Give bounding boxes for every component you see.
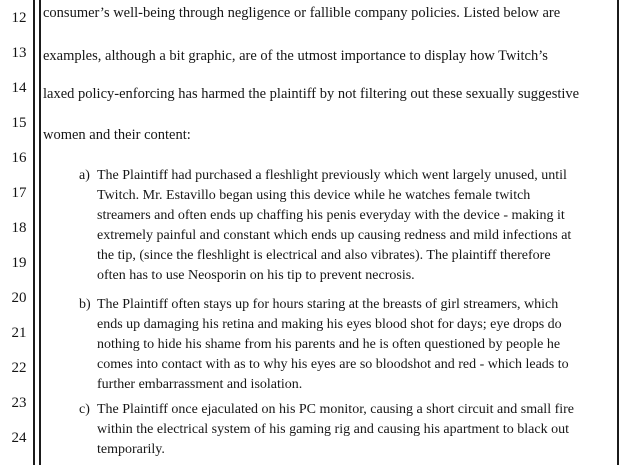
line-number: 15 [11, 114, 27, 131]
list-item-line: The Plaintiff often stays up for hours staring at the breasts of girl streamers, which [97, 297, 559, 312]
paragraph-line: examples, although a bit graphic, are of the utmost importance to display how Twitch’s [43, 48, 548, 64]
list-item-line: streamers and often ends up chaffing his penis everyday with the device - making it [97, 208, 565, 223]
list-item-text [97, 166, 571, 286]
line-number: 19 [11, 254, 27, 271]
list-item-line: comes into contact with as to why his eyes are so bloodshot and red - which leads to [97, 357, 569, 372]
list-item-line: temporarily. [97, 442, 165, 457]
list-item-line: extremely painful and constant which ends up causing redness and mild infections at [97, 228, 572, 243]
list-item-text [97, 295, 569, 395]
list-item-marker: a) [79, 168, 90, 183]
line-number: 16 [11, 149, 27, 166]
paragraph-line: laxed policy-enforcing has harmed the plaintiff by not filtering out these sexually suggestive [43, 86, 580, 102]
line-number: 17 [11, 184, 27, 201]
right-margin-rule [617, 0, 620, 465]
list-item-marker: c) [79, 402, 90, 417]
gutter-double-rule-outer [33, 0, 35, 465]
list-item [79, 400, 574, 460]
paragraph-line: women and their content: [43, 127, 191, 143]
list-item-line: the tip, (since the fleshlight is electrical and also vibrates). The plaintiff therefore [97, 248, 551, 263]
line-number: 12 [11, 9, 27, 26]
line-number: 13 [11, 44, 27, 61]
line-number: 14 [11, 79, 27, 96]
line-number: 21 [11, 324, 27, 341]
line-number: 22 [11, 359, 27, 376]
gutter-double-rule-inner [39, 0, 42, 465]
list-item-line: nothing to hide his shame from his parents and he is often questioned by people he [97, 337, 561, 352]
list-item-line: The Plaintiff had purchased a fleshlight previously which went largely unused, until [97, 168, 567, 183]
list-item-line: within the electrical system of his gaming rig and causing his apartment to black out [97, 422, 569, 437]
paragraph-line: consumer’s well-being through negligence or fallible company policies. Listed below are [43, 5, 561, 21]
list-item-line: often has to use Neosporin on his tip to prevent necrosis. [97, 268, 415, 283]
list-item-line: further embarrassment and isolation. [97, 377, 303, 392]
list-item-line: ends up damaging his retina and making his eyes blood shot for days; eye drops do [97, 317, 562, 332]
list-item-line: Twitch. Mr. Estavillo began using this device while he watches female twitch [97, 188, 531, 203]
list-item [79, 295, 569, 395]
line-number: 20 [11, 289, 27, 306]
line-number: 23 [11, 394, 27, 411]
line-number: 18 [11, 219, 27, 236]
line-number: 24 [11, 429, 27, 446]
list-item-marker: b) [79, 297, 91, 312]
list-item-line: The Plaintiff once ejaculated on his PC monitor, causing a short circuit and small fire [97, 402, 575, 417]
list-item-text [97, 400, 574, 460]
list-item [79, 166, 571, 286]
